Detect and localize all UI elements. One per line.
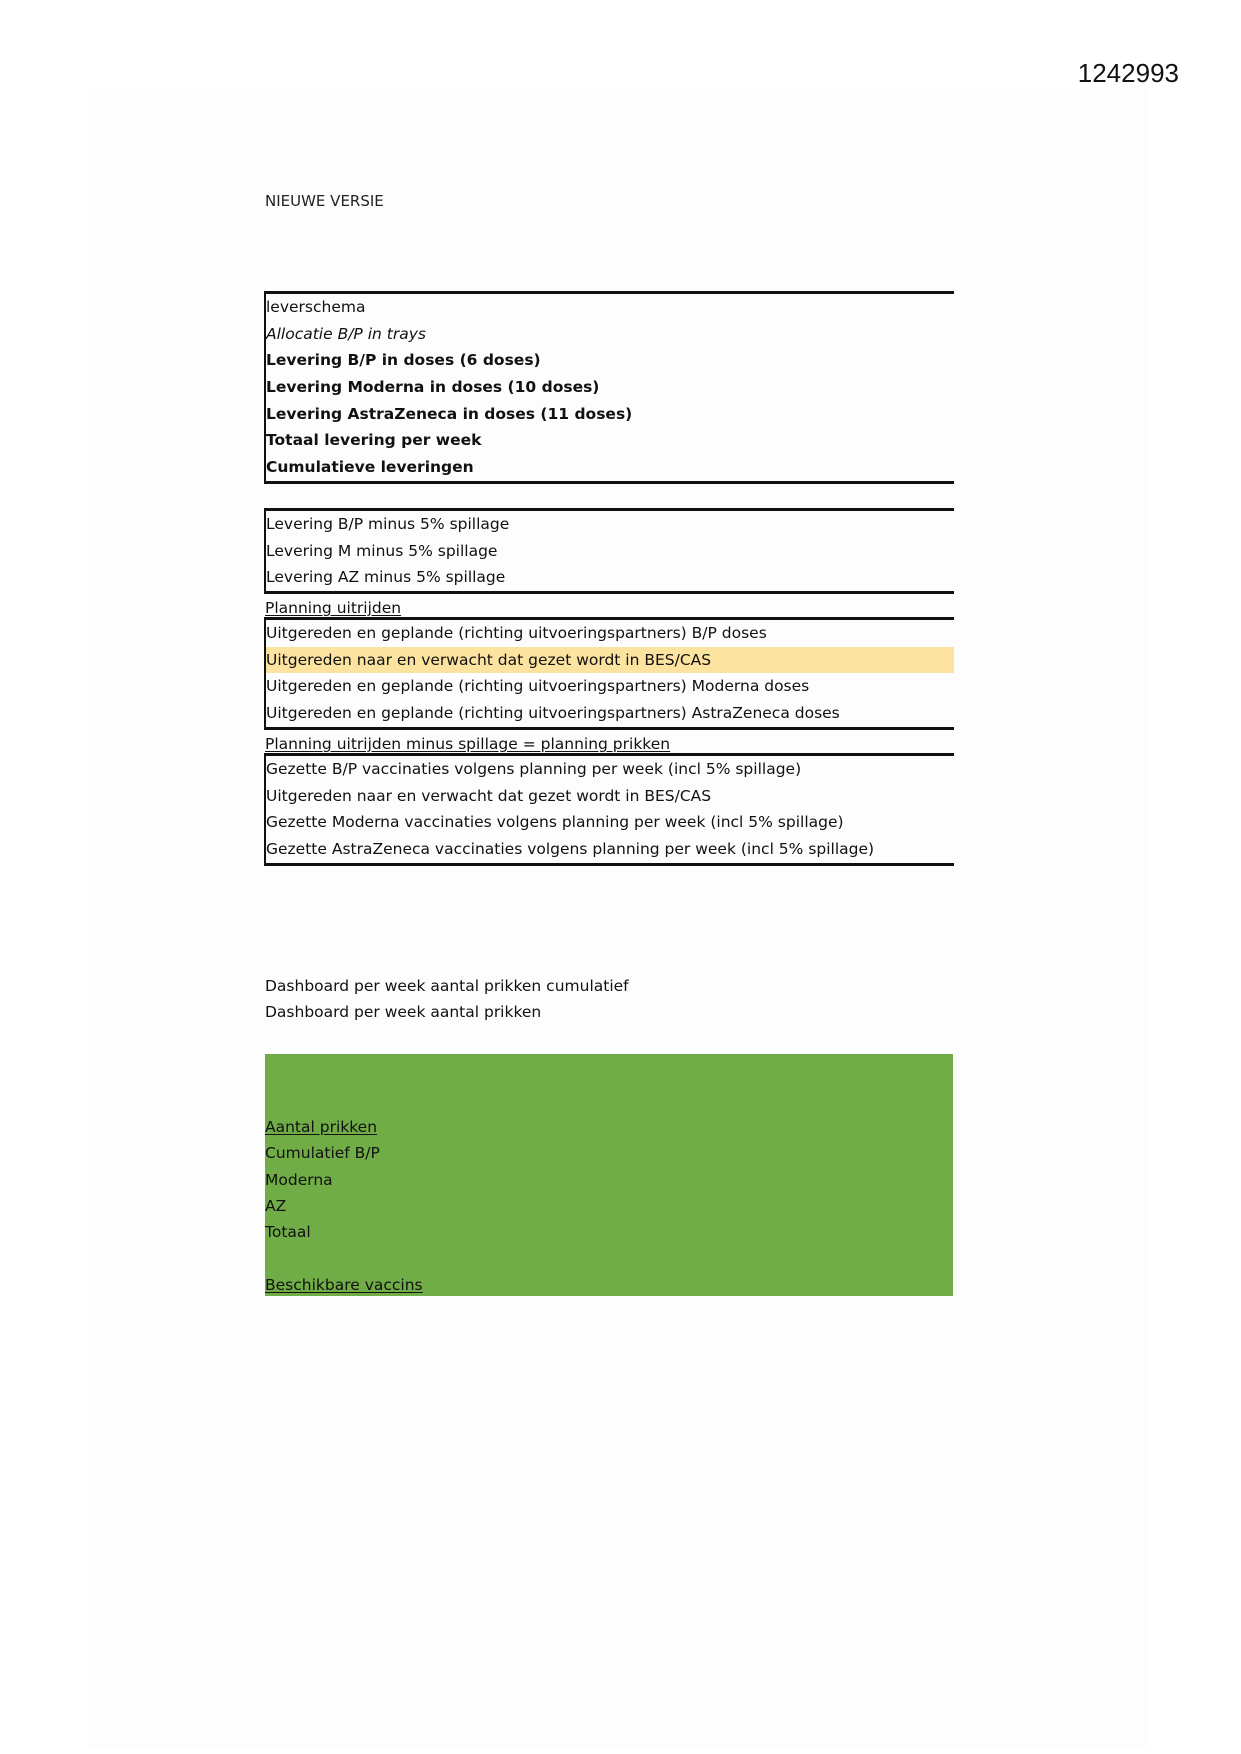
table-row: Levering B/P in doses (6 doses) — [266, 351, 541, 370]
planning-prikken-table — [264, 753, 954, 866]
table-row: leverschema — [266, 298, 366, 316]
table-row-highlighted: Uitgereden naar en verwacht dat gezet wordt in BES/CAS — [266, 647, 954, 674]
table-row: Levering Moderna in doses (10 doses) — [266, 378, 600, 397]
planning-uitrijden-table — [264, 617, 954, 730]
table-row: Totaal levering per week — [266, 431, 482, 450]
summary-row: Moderna — [265, 1170, 333, 1189]
dashboard-line: Dashboard per week aantal prikken — [265, 1003, 542, 1021]
table-row: Levering AstraZeneca in doses (11 doses) — [266, 404, 633, 423]
table-row: Levering M minus 5% spillage — [266, 541, 498, 560]
table-row: Cumulatieve leveringen — [266, 458, 474, 477]
summary-row: Totaal — [265, 1223, 311, 1242]
green-summary-block — [265, 1054, 953, 1296]
spacer — [265, 1245, 953, 1271]
table-row: Uitgereden naar en verwacht dat gezet wordt in BES/CAS — [266, 786, 712, 805]
document-id: 1242993 — [1077, 58, 1179, 88]
planning-prikken-heading: Planning uitrijden minus spillage = planning prikken — [265, 735, 671, 753]
table-row: Gezette Moderna vaccinaties volgens planning per week (incl 5% spillage) — [266, 813, 844, 832]
summary-row: Cumulatief B/P — [265, 1144, 380, 1163]
dashboard-line: Dashboard per week aantal prikken cumulatief — [265, 977, 629, 995]
leverschema-table — [264, 291, 954, 484]
table-row: Gezette AstraZeneca vaccinaties volgens planning per week (incl 5% spillage) — [266, 840, 875, 859]
table-row: Levering AZ minus 5% spillage — [266, 568, 506, 587]
beschikbare-vaccins-heading: Beschikbare vaccins — [265, 1275, 423, 1294]
aantal-prikken-heading: Aantal prikken — [265, 1118, 378, 1136]
table-row: Uitgereden en geplande (richting uitvoeringspartners) B/P doses — [266, 624, 767, 642]
table-row: Levering B/P minus 5% spillage — [266, 515, 510, 533]
table-row: Uitgereden en geplande (richting uitvoeringspartners) Moderna doses — [266, 677, 810, 696]
summary-row: AZ — [265, 1196, 287, 1215]
table-row: Allocatie B/P in trays — [266, 324, 426, 343]
page-title: NIEUWE VERSIE — [265, 192, 384, 210]
table-row: Uitgereden en geplande (richting uitvoeringspartners) AstraZeneca doses — [266, 704, 840, 723]
table-row: Gezette B/P vaccinaties volgens planning per week (incl 5% spillage) — [266, 760, 802, 778]
planning-uitrijden-heading: Planning uitrijden — [265, 599, 402, 617]
spillage-table — [264, 508, 954, 594]
